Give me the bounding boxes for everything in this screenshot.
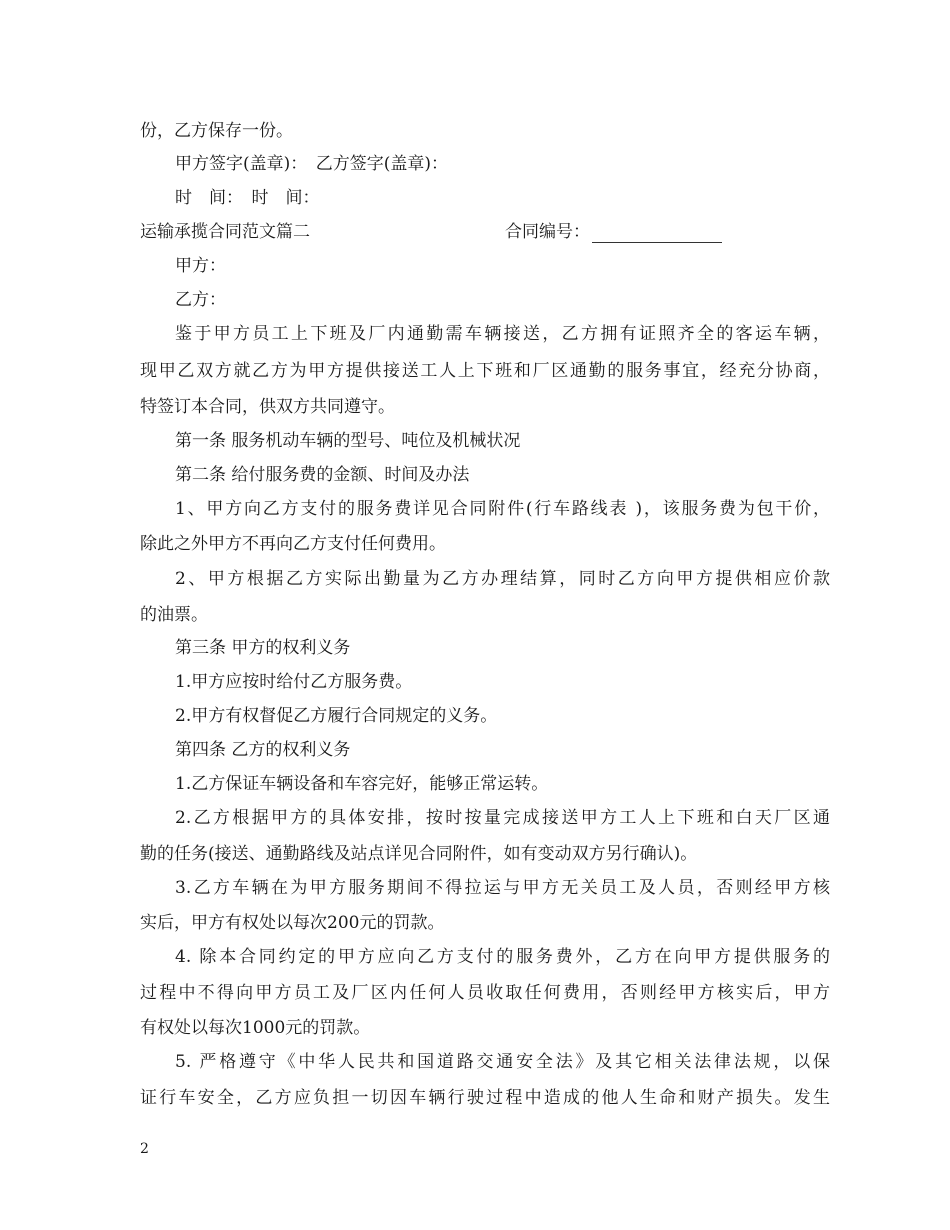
paragraph-line: 3.乙方车辆在为甲方服务期间不得拉运与甲方无关员工及人员，否则经甲方核	[175, 878, 830, 898]
page-number: 2	[140, 1141, 149, 1157]
article-heading: 第一条 服务机动车辆的型号、吨位及机械状况	[175, 431, 521, 451]
paragraph-line: 1.甲方应按时给付乙方服务费。	[175, 672, 413, 692]
contract-number-label: 合同编号：	[505, 221, 722, 243]
signature-line: 甲方签字(盖章)： 乙方签字(盖章)：	[175, 154, 449, 174]
paragraph-line: 除此之外甲方不再向乙方支付任何费用。	[140, 534, 446, 554]
paragraph-line: 1.乙方保证车辆设备和车容完好，能够正常运转。	[175, 774, 549, 794]
article-heading: 第二条 给付服务费的金额、时间及办法	[175, 465, 470, 485]
date-line: 时 间： 时 间：	[175, 188, 320, 208]
party-b-line: 乙方：	[175, 290, 226, 310]
contract-number-blank	[592, 226, 722, 243]
paragraph-line: 5. 严格遵守《中华人民共和国道路交通安全法》及其它相关法律法规，以保	[175, 1052, 830, 1072]
paragraph-line: 4. 除本合同约定的甲方应向乙方支付的服务费外，乙方在向甲方提供服务的	[175, 947, 830, 967]
paragraph-line: 2.乙方根据甲方的具体安排，按时按量完成接送甲方工人上下班和白天厂区通	[175, 808, 830, 828]
article-heading: 第三条 甲方的权利义务	[175, 638, 351, 658]
party-a-line: 甲方：	[175, 256, 226, 276]
paragraph-line: 2、甲方根据乙方实际出勤量为乙方办理结算，同时乙方向甲方提供相应价款	[175, 569, 830, 589]
paragraph-line: 过程中不得向甲方员工及厂区内任何人员收取任何费用，否则经甲方核实后，甲方	[140, 983, 830, 1003]
contract-title: 运输承揽合同范文篇二	[140, 222, 310, 242]
article-heading: 第四条 乙方的权利义务	[175, 740, 351, 760]
section-heading	[140, 221, 830, 243]
paragraph-line: 的油票。	[140, 605, 208, 625]
paragraph-line: 鉴于甲方员工上下班及厂内通勤需车辆接送，乙方拥有证照齐全的客运车辆，	[175, 324, 830, 344]
paragraph-line: 2.甲方有权督促乙方履行合同规定的义务。	[175, 706, 498, 726]
paragraph-line: 特签订本合同，供双方共同遵守。	[140, 397, 395, 417]
paragraph-line: 1、甲方向乙方支付的服务费详见合同附件(行车路线表 )，该服务费为包干价，	[175, 499, 830, 519]
paragraph-line: 有权处以每次1000元的罚款。	[140, 1018, 371, 1038]
paragraph-line: 实后，甲方有权处以每次200元的罚款。	[140, 913, 445, 933]
paragraph-line: 现甲乙双方就乙方为甲方提供接送工人上下班和厂区通勤的服务事宜，经充分协商，	[140, 361, 830, 381]
text-line: 份，乙方保存一份。	[140, 121, 293, 141]
paragraph-line: 勤的任务(接送、通勤路线及站点详见合同附件，如有变动双方另行确认)。	[140, 844, 698, 864]
paragraph-line: 证行车安全，乙方应负担一切因车辆行驶过程中造成的他人生命和财产损失。发生	[140, 1088, 830, 1108]
